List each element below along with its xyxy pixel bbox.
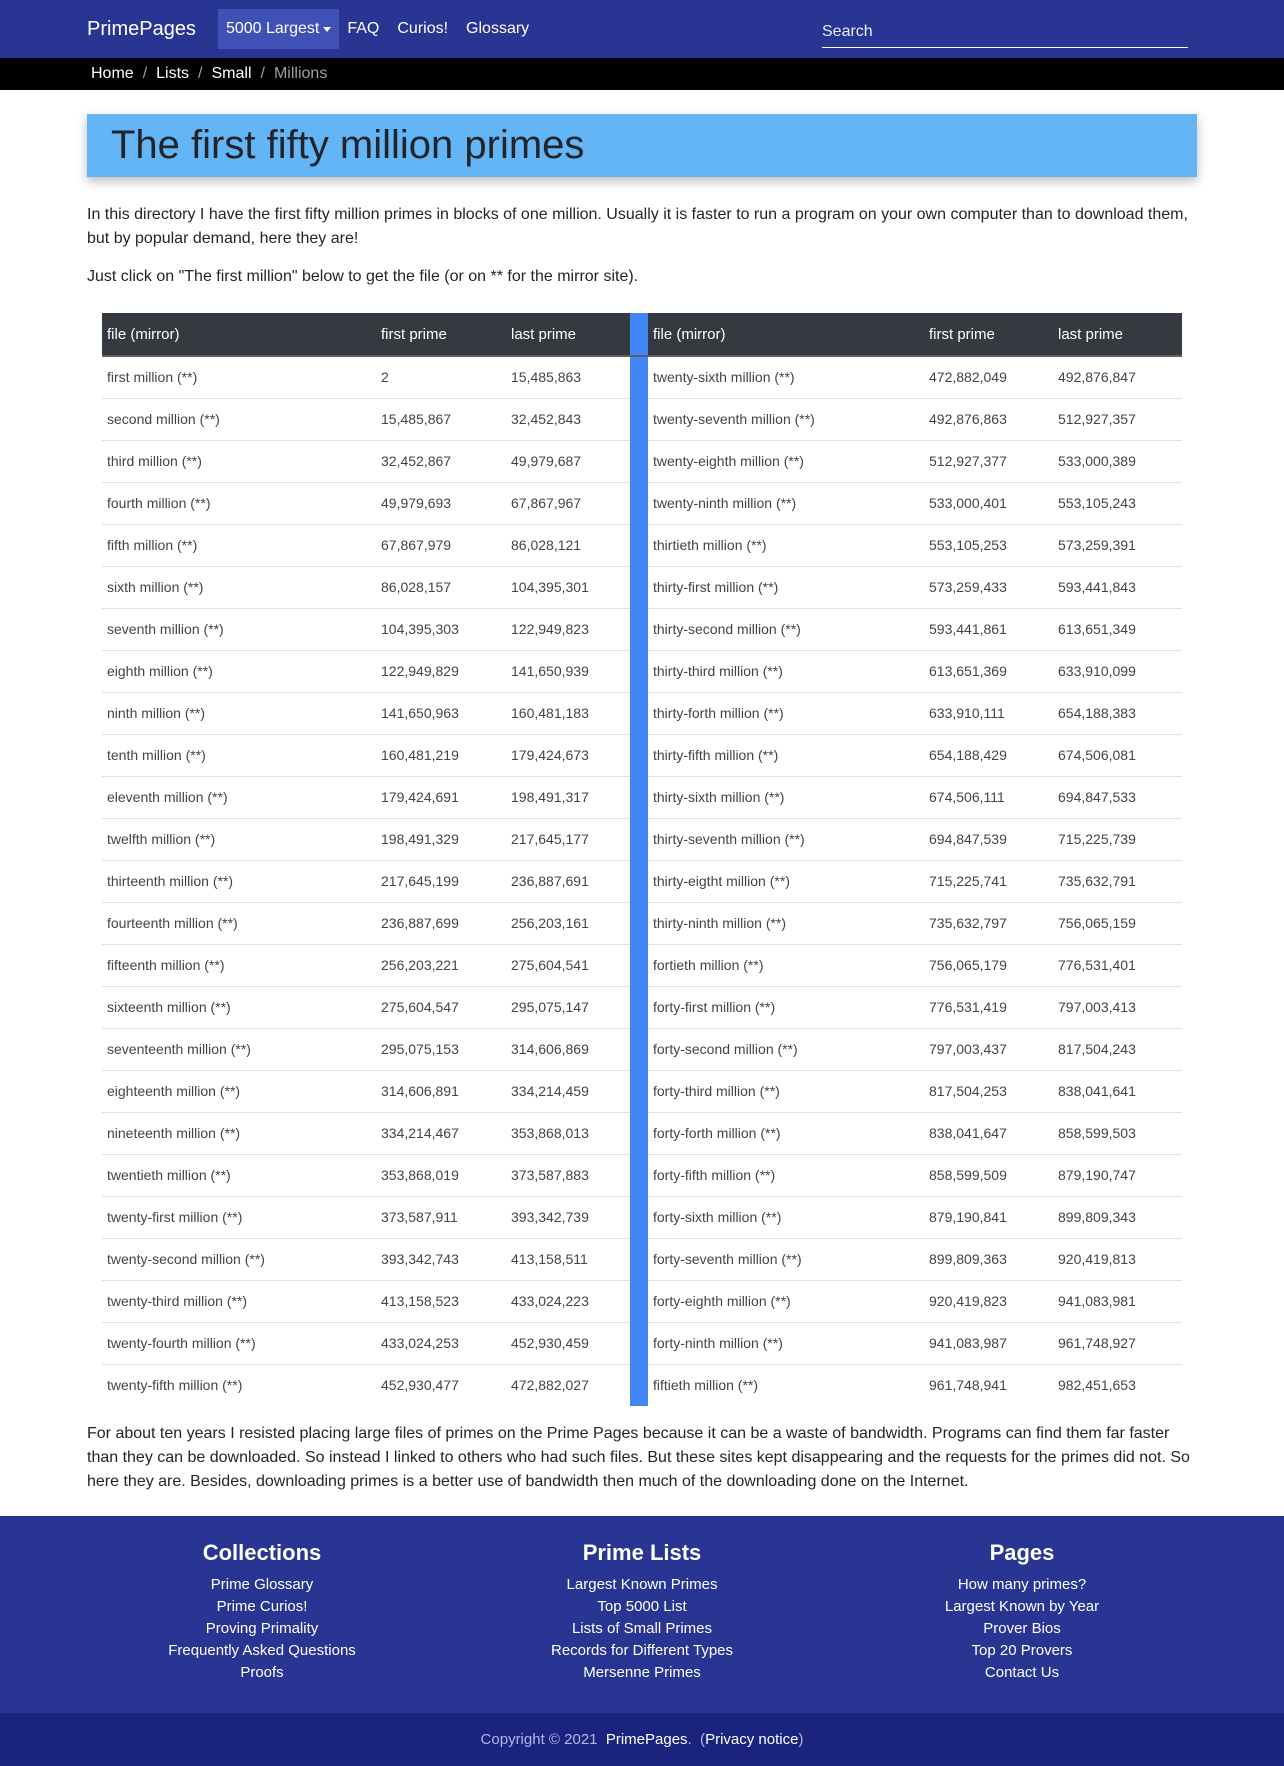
- footer-link[interactable]: Proving Primality: [205, 1620, 319, 1637]
- file-link[interactable]: forty-third million (**): [648, 1070, 924, 1112]
- first-prime-cell: 776,531,419: [924, 986, 1053, 1028]
- first-prime-cell: 86,028,157: [376, 566, 506, 608]
- last-prime-cell: 373,587,883: [506, 1154, 630, 1196]
- file-link[interactable]: thirty-forth million (**): [648, 692, 924, 734]
- first-prime-cell: 756,065,179: [924, 944, 1053, 986]
- last-prime-cell: 413,158,511: [506, 1238, 630, 1280]
- header-last: last prime: [1053, 313, 1182, 356]
- footer-link[interactable]: Records for Different Types: [550, 1642, 734, 1659]
- breadcrumb-separator: /: [198, 65, 203, 82]
- column-divider: [630, 398, 648, 440]
- file-link[interactable]: twenty-second million (**): [102, 1238, 376, 1280]
- file-link[interactable]: thirty-ninth million (**): [648, 902, 924, 944]
- footer-heading: Collections: [202, 1540, 322, 1565]
- file-link[interactable]: eleventh million (**): [102, 776, 376, 818]
- column-divider: [630, 482, 648, 524]
- first-prime-cell: 179,424,691: [376, 776, 506, 818]
- first-prime-cell: 295,075,153: [376, 1028, 506, 1070]
- first-prime-cell: 122,949,829: [376, 650, 506, 692]
- last-prime-cell: 735,632,791: [1053, 860, 1182, 902]
- first-prime-cell: 512,927,377: [924, 440, 1053, 482]
- last-prime-cell: 633,910,099: [1053, 650, 1182, 692]
- table-row: [102, 860, 1182, 902]
- column-divider: [630, 1154, 648, 1196]
- outro-paragraph: For about ten years I resisted placing large files of primes on the Prime Pages because it can be a waste of bandwidth. Programs can find them far faster than they can be downloaded. So instead I linked to others who had such files. But these sites kept disappearing and the requests for the primes did not. So here they are. Besides, downloading primes is a better use of bandwidth then much of the downloading done on the Internet.: [87, 1425, 1190, 1490]
- last-prime-cell: 838,041,641: [1053, 1070, 1182, 1112]
- last-prime-cell: 982,451,653: [1053, 1364, 1182, 1406]
- footer-heading: Pages: [989, 1540, 1055, 1565]
- file-link[interactable]: twenty-eighth million (**): [648, 440, 924, 482]
- first-prime-cell: 593,441,861: [924, 608, 1053, 650]
- dropdown-label: 5000 Largest: [225, 20, 320, 37]
- header-last: last prime: [506, 313, 630, 356]
- first-prime-cell: 573,259,433: [924, 566, 1053, 608]
- column-divider: [630, 776, 648, 818]
- table-row: [102, 1322, 1182, 1364]
- last-prime-cell: 797,003,413: [1053, 986, 1182, 1028]
- copyright-bar: Copyright © 2021 PrimePages . ( Privacy notice ): [0, 1713, 1284, 1766]
- last-prime-cell: 217,645,177: [506, 818, 630, 860]
- last-prime-cell: 756,065,159: [1053, 902, 1182, 944]
- footer-link[interactable]: Prime Glossary: [210, 1576, 314, 1593]
- footer-link[interactable]: Prover Bios: [983, 1620, 1061, 1637]
- last-prime-cell: 334,214,459: [506, 1070, 630, 1112]
- file-link[interactable]: twenty-third million (**): [102, 1280, 376, 1322]
- page-title: The first fifty million primes: [111, 123, 585, 167]
- title-banner: [87, 114, 1197, 177]
- breadcrumb-separator: /: [142, 65, 148, 82]
- top-navbar: [0, 0, 1284, 58]
- last-prime-cell: 553,105,243: [1053, 482, 1182, 524]
- first-prime-cell: 141,650,963: [376, 692, 506, 734]
- site-link[interactable]: PrimePages: [605, 1731, 688, 1748]
- first-prime-cell: 817,504,253: [924, 1070, 1053, 1112]
- file-link[interactable]: twenty-sixth million (**): [653, 369, 795, 386]
- last-prime-cell: 67,867,967: [506, 482, 630, 524]
- column-divider: [630, 524, 648, 566]
- column-divider: [630, 1280, 648, 1322]
- first-prime-cell: 715,225,741: [924, 860, 1053, 902]
- first-prime-cell: 879,190,841: [924, 1196, 1053, 1238]
- last-prime-cell: 492,876,847: [1058, 369, 1136, 386]
- last-prime-cell: 961,748,927: [1053, 1322, 1182, 1364]
- file-link[interactable]: first million (**): [107, 369, 198, 386]
- file-link[interactable]: second million (**): [102, 398, 376, 440]
- table-row: [102, 1154, 1182, 1196]
- file-link[interactable]: third million (**): [102, 440, 376, 482]
- header-file: file (mirror): [102, 313, 376, 356]
- breadcrumb-small[interactable]: Small: [211, 65, 252, 82]
- file-link[interactable]: thirty-third million (**): [648, 650, 924, 692]
- first-prime-cell: 275,604,547: [376, 986, 506, 1028]
- intro-paragraph: In this directory I have the first fifty million primes in blocks of one million. Usually it is faster to run a program on your own computer than to download them, but by popular demand, here they are!: [87, 206, 1188, 247]
- file-link[interactable]: forty-ninth million (**): [648, 1322, 924, 1364]
- footer-link[interactable]: Lists of Small Primes: [571, 1620, 713, 1637]
- first-prime-cell: 492,876,863: [924, 398, 1053, 440]
- column-divider: [630, 1238, 648, 1280]
- file-link[interactable]: twelfth million (**): [102, 818, 376, 860]
- first-prime-cell: 334,214,467: [376, 1112, 506, 1154]
- column-divider: [630, 356, 648, 398]
- nav-curios[interactable]: Curios!: [397, 20, 449, 37]
- first-prime-cell: 920,419,823: [924, 1280, 1053, 1322]
- first-prime-cell: 373,587,911: [376, 1196, 506, 1238]
- table-row: [102, 524, 1182, 566]
- search-input[interactable]: [822, 16, 1188, 48]
- file-link[interactable]: forty-first million (**): [648, 986, 924, 1028]
- footer-heading: Prime Lists: [582, 1540, 702, 1565]
- first-prime-cell: 49,979,693: [376, 482, 506, 524]
- column-divider: [630, 1112, 648, 1154]
- file-link[interactable]: thirty-first million (**): [648, 566, 924, 608]
- column-divider: [630, 986, 648, 1028]
- nav-glossary[interactable]: Glossary: [466, 20, 530, 37]
- footer-link[interactable]: Proofs: [240, 1664, 284, 1681]
- table-body: [102, 356, 1182, 1406]
- last-prime-cell: 198,491,317: [506, 776, 630, 818]
- last-prime-cell: 573,259,391: [1053, 524, 1182, 566]
- column-divider: [630, 1364, 648, 1406]
- file-link[interactable]: forty-fifth million (**): [648, 1154, 924, 1196]
- last-prime-cell: 236,887,691: [506, 860, 630, 902]
- main-content: [0, 114, 1284, 1516]
- file-link[interactable]: thirteenth million (**): [102, 860, 376, 902]
- last-prime-cell: 141,650,939: [506, 650, 630, 692]
- file-link[interactable]: seventeenth million (**): [102, 1028, 376, 1070]
- column-divider: [630, 440, 648, 482]
- file-link[interactable]: fortieth million (**): [648, 944, 924, 986]
- file-link[interactable]: fiftieth million (**): [648, 1364, 924, 1406]
- file-link[interactable]: seventh million (**): [102, 608, 376, 650]
- first-prime-cell: 413,158,523: [376, 1280, 506, 1322]
- file-link[interactable]: twenty-ninth million (**): [648, 482, 924, 524]
- copyright-text: Copyright © 2021: [480, 1731, 598, 1748]
- last-prime-cell: 86,028,121: [506, 524, 630, 566]
- file-link[interactable]: thirty-sixth million (**): [648, 776, 924, 818]
- first-prime-cell: 104,395,303: [376, 608, 506, 650]
- last-prime-cell: 674,506,081: [1053, 734, 1182, 776]
- footer-link[interactable]: Frequently Asked Questions: [168, 1642, 356, 1659]
- first-prime-cell: 393,342,743: [376, 1238, 506, 1280]
- first-prime-cell: 472,882,049: [929, 369, 1007, 386]
- column-divider: [630, 818, 648, 860]
- file-link[interactable]: sixteenth million (**): [102, 986, 376, 1028]
- table-row: [102, 650, 1182, 692]
- table-row: [102, 1070, 1182, 1112]
- last-prime-cell: 920,419,813: [1053, 1238, 1182, 1280]
- table-row: [102, 356, 1182, 398]
- column-divider: [630, 650, 648, 692]
- last-prime-cell: 776,531,401: [1053, 944, 1182, 986]
- column-divider: [630, 860, 648, 902]
- column-divider: [630, 566, 648, 608]
- first-prime-cell: 613,651,369: [924, 650, 1053, 692]
- column-divider: [630, 944, 648, 986]
- table-row: [102, 1364, 1182, 1406]
- table-row: [102, 1112, 1182, 1154]
- last-prime-cell: 817,504,243: [1053, 1028, 1182, 1070]
- footer-link[interactable]: Largest Known Primes: [566, 1576, 718, 1593]
- last-prime-cell: 858,599,503: [1053, 1112, 1182, 1154]
- first-prime-cell: 797,003,437: [924, 1028, 1053, 1070]
- last-prime-cell: 715,225,739: [1053, 818, 1182, 860]
- footer-link[interactable]: How many primes?: [957, 1576, 1087, 1593]
- last-prime-cell: 275,604,541: [506, 944, 630, 986]
- column-divider: [630, 902, 648, 944]
- first-prime-cell: 256,203,221: [376, 944, 506, 986]
- primes-table: [102, 313, 1182, 1406]
- breadcrumb-home[interactable]: Home: [91, 65, 134, 82]
- first-prime-cell: 67,867,979: [376, 524, 506, 566]
- breadcrumb-current: Millions: [273, 65, 328, 82]
- footer-link[interactable]: Top 5000 List: [597, 1598, 687, 1615]
- nav-faq[interactable]: FAQ: [347, 20, 380, 37]
- first-prime-cell: 961,748,941: [924, 1364, 1053, 1406]
- column-divider: [630, 1070, 648, 1112]
- file-link[interactable]: eighth million (**): [102, 650, 376, 692]
- instructions-paragraph: Just click on "The first million" below to get the file (or on ** for the mirror site).: [87, 268, 639, 285]
- footer-link[interactable]: Mersenne Primes: [583, 1664, 701, 1681]
- last-prime-cell: 533,000,389: [1053, 440, 1182, 482]
- file-link[interactable]: eighteenth million (**): [102, 1070, 376, 1112]
- brand-link[interactable]: PrimePages: [87, 17, 196, 40]
- column-divider: [630, 608, 648, 650]
- first-prime-cell: 858,599,509: [924, 1154, 1053, 1196]
- table-row: [102, 608, 1182, 650]
- header-first: first prime: [924, 313, 1053, 356]
- file-link[interactable]: tenth million (**): [102, 734, 376, 776]
- first-prime-cell: 941,083,987: [924, 1322, 1053, 1364]
- table-row: [102, 734, 1182, 776]
- column-divider: [630, 692, 648, 734]
- first-prime-cell: 198,491,329: [376, 818, 506, 860]
- file-link[interactable]: thirty-fifth million (**): [648, 734, 924, 776]
- file-link[interactable]: fourth million (**): [102, 482, 376, 524]
- column-divider: [630, 313, 648, 356]
- first-prime-cell: 433,024,253: [376, 1322, 506, 1364]
- first-prime-cell: 533,000,401: [924, 482, 1053, 524]
- last-prime-cell: 593,441,843: [1053, 566, 1182, 608]
- last-prime-cell: 879,190,747: [1053, 1154, 1182, 1196]
- file-link[interactable]: fourteenth million (**): [102, 902, 376, 944]
- table-row: [102, 1238, 1182, 1280]
- last-prime-cell: 512,927,357: [1053, 398, 1182, 440]
- footer-column: [452, 1540, 832, 1684]
- table-row: [102, 1028, 1182, 1070]
- first-prime-cell: 735,632,797: [924, 902, 1053, 944]
- largest-dropdown[interactable]: [218, 9, 339, 49]
- file-link[interactable]: twenty-seventh million (**): [648, 398, 924, 440]
- column-divider: [630, 1196, 648, 1238]
- table-row: [102, 482, 1182, 524]
- last-prime-cell: 353,868,013: [506, 1112, 630, 1154]
- header-file: file (mirror): [648, 313, 924, 356]
- header-first: first prime: [376, 313, 506, 356]
- footer: [0, 1516, 1284, 1713]
- footer-link[interactable]: Contact Us: [984, 1664, 1060, 1681]
- first-prime-cell: 2: [381, 369, 389, 386]
- last-prime-cell: 694,847,533: [1053, 776, 1182, 818]
- first-prime-cell: 15,485,867: [376, 398, 506, 440]
- footer-link[interactable]: Largest Known by Year: [944, 1598, 1100, 1615]
- caret-down-icon: [323, 27, 331, 32]
- last-prime-cell: 899,809,343: [1053, 1196, 1182, 1238]
- first-prime-cell: 314,606,891: [376, 1070, 506, 1112]
- last-prime-cell: 472,882,027: [506, 1364, 630, 1406]
- first-prime-cell: 160,481,219: [376, 734, 506, 776]
- file-link[interactable]: fifth million (**): [102, 524, 376, 566]
- file-link[interactable]: thirty-second million (**): [648, 608, 924, 650]
- table-row: [102, 440, 1182, 482]
- file-link[interactable]: forty-second million (**): [648, 1028, 924, 1070]
- table-row: [102, 566, 1182, 608]
- file-link[interactable]: forty-eighth million (**): [648, 1280, 924, 1322]
- last-prime-cell: 314,606,869: [506, 1028, 630, 1070]
- table-header-row: [102, 313, 1182, 356]
- file-link[interactable]: twenty-first million (**): [102, 1196, 376, 1238]
- table-row: [102, 902, 1182, 944]
- file-link[interactable]: twenty-fifth million (**): [102, 1364, 376, 1406]
- last-prime-cell: 122,949,823: [506, 608, 630, 650]
- last-prime-cell: 15,485,863: [511, 369, 582, 386]
- footer-link[interactable]: Prime Curios!: [216, 1598, 308, 1615]
- column-divider: [630, 1028, 648, 1070]
- last-prime-cell: 104,395,301: [506, 566, 630, 608]
- first-prime-cell: 633,910,111: [924, 692, 1053, 734]
- file-link[interactable]: thirty-seventh million (**): [648, 818, 924, 860]
- last-prime-cell: 160,481,183: [506, 692, 630, 734]
- file-link[interactable]: sixth million (**): [102, 566, 376, 608]
- column-divider: [630, 1322, 648, 1364]
- table-row: [102, 1280, 1182, 1322]
- first-prime-cell: 217,645,199: [376, 860, 506, 902]
- first-prime-cell: 236,887,699: [376, 902, 506, 944]
- file-link[interactable]: twentieth million (**): [102, 1154, 376, 1196]
- file-link[interactable]: nineteenth million (**): [102, 1112, 376, 1154]
- first-prime-cell: 674,506,111: [924, 776, 1053, 818]
- file-link[interactable]: forty-seventh million (**): [648, 1238, 924, 1280]
- footer-column: [72, 1540, 452, 1684]
- last-prime-cell: 433,024,223: [506, 1280, 630, 1322]
- last-prime-cell: 49,979,687: [506, 440, 630, 482]
- breadcrumb-separator: /: [260, 65, 265, 82]
- last-prime-cell: 654,188,383: [1053, 692, 1182, 734]
- first-prime-cell: 838,041,647: [924, 1112, 1053, 1154]
- table-row: [102, 398, 1182, 440]
- first-prime-cell: 452,930,477: [376, 1364, 506, 1406]
- table-row: [102, 986, 1182, 1028]
- footer-link[interactable]: Top 20 Provers: [971, 1642, 1073, 1659]
- table-row: [102, 1196, 1182, 1238]
- last-prime-cell: 941,083,981: [1053, 1280, 1182, 1322]
- last-prime-cell: 295,075,147: [506, 986, 630, 1028]
- table-row: [102, 692, 1182, 734]
- last-prime-cell: 256,203,161: [506, 902, 630, 944]
- first-prime-cell: 353,868,019: [376, 1154, 506, 1196]
- first-prime-cell: 553,105,253: [924, 524, 1053, 566]
- last-prime-cell: 393,342,739: [506, 1196, 630, 1238]
- breadcrumb: [0, 58, 1284, 90]
- copyright-dot: .: [687, 1731, 692, 1748]
- first-prime-cell: 694,847,539: [924, 818, 1053, 860]
- file-link[interactable]: forty-sixth million (**): [648, 1196, 924, 1238]
- last-prime-cell: 32,452,843: [506, 398, 630, 440]
- last-prime-cell: 179,424,673: [506, 734, 630, 776]
- footer-column: [832, 1540, 1212, 1684]
- privacy-link[interactable]: Privacy notice: [705, 1731, 799, 1748]
- file-link[interactable]: twenty-fourth million (**): [102, 1322, 376, 1364]
- file-link[interactable]: thirtieth million (**): [648, 524, 924, 566]
- table-row: [102, 776, 1182, 818]
- last-prime-cell: 613,651,349: [1053, 608, 1182, 650]
- table-row: [102, 944, 1182, 986]
- first-prime-cell: 32,452,867: [376, 440, 506, 482]
- file-link[interactable]: thirty-eigtht million (**): [648, 860, 924, 902]
- file-link[interactable]: forty-forth million (**): [648, 1112, 924, 1154]
- file-link[interactable]: fifteenth million (**): [102, 944, 376, 986]
- table-row: [102, 818, 1182, 860]
- file-link[interactable]: ninth million (**): [102, 692, 376, 734]
- breadcrumb-lists[interactable]: Lists: [156, 65, 190, 82]
- column-divider: [630, 734, 648, 776]
- first-prime-cell: 654,188,429: [924, 734, 1053, 776]
- first-prime-cell: 899,809,363: [924, 1238, 1053, 1280]
- last-prime-cell: 452,930,459: [506, 1322, 630, 1364]
